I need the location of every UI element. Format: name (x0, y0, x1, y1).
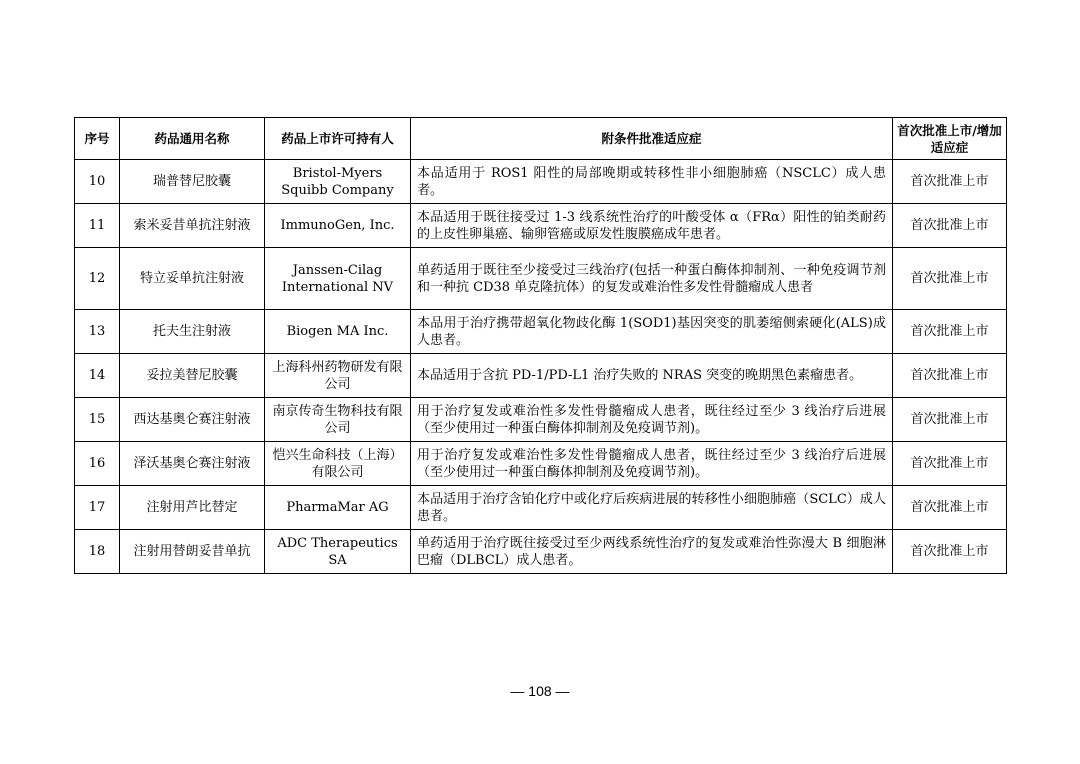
cell-indication: 本品用于治疗携带超氧化物歧化酶 1(SOD1)基因突变的肌萎缩侧索硬化(ALS)成人患者。 (411, 310, 893, 354)
header-name: 药品通用名称 (120, 118, 265, 160)
cell-holder: 上海科州药物研发有限公司 (265, 354, 411, 398)
cell-approval: 首次批准上市 (893, 486, 1007, 530)
cell-name: 注射用芦比替定 (120, 486, 265, 530)
cell-name: 托夫生注射液 (120, 310, 265, 354)
cell-indication: 本品适用于含抗 PD-1/PD-L1 治疗失败的 NRAS 突变的晚期黑色素瘤患者。 (411, 354, 893, 398)
header-approval: 首次批准上市/增加适应症 (893, 118, 1007, 160)
cell-holder: Bristol-Myers Squibb Company (265, 160, 411, 204)
cell-no: 14 (75, 354, 120, 398)
cell-name: 妥拉美替尼胶囊 (120, 354, 265, 398)
cell-name: 瑞普替尼胶囊 (120, 160, 265, 204)
cell-no: 12 (75, 248, 120, 310)
cell-no: 18 (75, 530, 120, 574)
table-row (75, 204, 1007, 248)
table-row (75, 486, 1007, 530)
cell-no: 15 (75, 398, 120, 442)
cell-no: 16 (75, 442, 120, 486)
cell-name: 西达基奥仑赛注射液 (120, 398, 265, 442)
table-header-row (75, 118, 1007, 160)
cell-holder: 南京传奇生物科技有限公司 (265, 398, 411, 442)
cell-holder: ADC Therapeutics SA (265, 530, 411, 574)
cell-indication: 本品适用于既往接受过 1-3 线系统性治疗的叶酸受体 α（FRα）阳性的铂类耐药的上皮性卵巢癌、输卵管癌或原发性腹膜癌成年患者。 (411, 204, 893, 248)
header-holder: 药品上市许可持有人 (265, 118, 411, 160)
cell-no: 10 (75, 160, 120, 204)
cell-approval: 首次批准上市 (893, 248, 1007, 310)
cell-indication: 本品适用于治疗含铂化疗中或化疗后疾病进展的转移性小细胞肺癌（SCLC）成人患者。 (411, 486, 893, 530)
cell-approval: 首次批准上市 (893, 160, 1007, 204)
table-row (75, 442, 1007, 486)
cell-no: 11 (75, 204, 120, 248)
cell-name: 注射用替朗妥昔单抗 (120, 530, 265, 574)
cell-holder: ImmunoGen, Inc. (265, 204, 411, 248)
cell-no: 17 (75, 486, 120, 530)
table-row (75, 248, 1007, 310)
cell-indication: 本品适用于 ROS1 阳性的局部晚期或转移性非小细胞肺癌（NSCLC）成人患者。 (411, 160, 893, 204)
cell-no: 13 (75, 310, 120, 354)
cell-indication: 用于治疗复发或难治性多发性骨髓瘤成人患者，既往经过至少 3 线治疗后进展（至少使用过一种蛋白酶体抑制剂及免疫调节剂)。 (411, 442, 893, 486)
table-row (75, 354, 1007, 398)
cell-holder: Biogen MA Inc. (265, 310, 411, 354)
table-row (75, 530, 1007, 574)
cell-name: 索米妥昔单抗注射液 (120, 204, 265, 248)
cell-name: 特立妥单抗注射液 (120, 248, 265, 310)
cell-indication: 用于治疗复发或难治性多发性骨髓瘤成人患者，既往经过至少 3 线治疗后进展（至少使用过一种蛋白酶体抑制剂及免疫调节剂)。 (411, 398, 893, 442)
cell-name: 泽沃基奥仑赛注射液 (120, 442, 265, 486)
cell-approval: 首次批准上市 (893, 310, 1007, 354)
cell-approval: 首次批准上市 (893, 398, 1007, 442)
header-indication: 附条件批准适应症 (411, 118, 893, 160)
drug-approval-table (74, 117, 1007, 574)
cell-indication: 单药适用于既往至少接受过三线治疗(包括一种蛋白酶体抑制剂、一种免疫调节剂和一种抗 CD38 单克隆抗体）的复发或难治性多发性骨髓瘤成人患者 (411, 248, 893, 310)
cell-approval: 首次批准上市 (893, 354, 1007, 398)
table-row (75, 310, 1007, 354)
cell-holder: Janssen-Cilag International NV (265, 248, 411, 310)
cell-approval: 首次批准上市 (893, 204, 1007, 248)
cell-holder: PharmaMar AG (265, 486, 411, 530)
cell-indication: 单药适用于治疗既往接受过至少两线系统性治疗的复发或难治性弥漫大 B 细胞淋巴瘤（DLBCL）成人患者。 (411, 530, 893, 574)
page-number: — 108 — (510, 683, 570, 699)
cell-holder: 恺兴生命科技（上海）有限公司 (265, 442, 411, 486)
table-row (75, 398, 1007, 442)
cell-approval: 首次批准上市 (893, 530, 1007, 574)
header-no: 序号 (75, 118, 120, 160)
table-row (75, 160, 1007, 204)
cell-approval: 首次批准上市 (893, 442, 1007, 486)
